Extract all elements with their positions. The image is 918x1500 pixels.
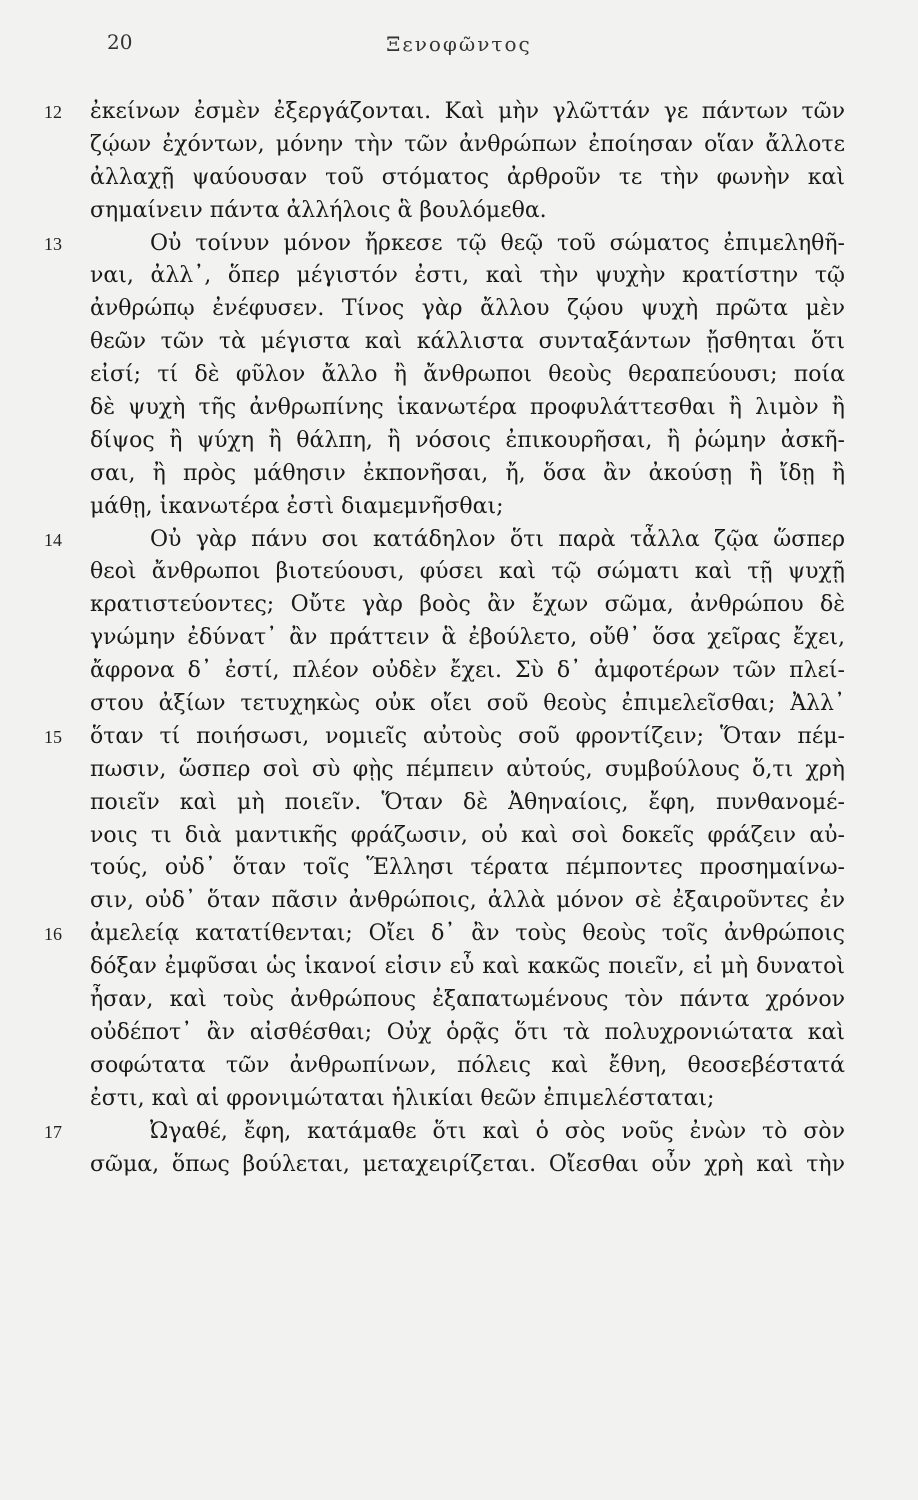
- line-text: νοις τι διὰ μαντικῆς φράζωσιν, οὐ καὶ σοὶ δοκεῖς φράζειν αὐ-: [90, 822, 845, 848]
- text-line: [0, 984, 918, 1017]
- line-text: δίψος ἢ ψύχη ἢ θάλπη, ἢ νόσοις ἐπικουρῆσαι, ἢ ῥώμην ἀσκῆ-: [90, 427, 845, 453]
- line-text: τούς, οὐδ᾽ ὅταν τοῖς Ἕλλησι τέρατα πέμποντες προσημαίνω-: [90, 855, 845, 881]
- line-text: σιν, οὐδ᾽ ὅταν πᾶσιν ἀνθρώποις, ἀλλὰ μόνον σὲ ἐξαιροῦντες ἐν: [90, 888, 845, 914]
- section-number: 17: [44, 1121, 62, 1142]
- line-text: ποιεῖν καὶ μὴ ποιεῖν. Ὅταν δὲ Ἀθηναίοις, ἔφη, πυνθανομέ-: [90, 789, 845, 815]
- line-text: μάθῃ, ἱκανωτέρα ἐστὶ διαμεμνῆσθαι;: [90, 493, 504, 519]
- running-header: [0, 30, 918, 70]
- text-line: [0, 688, 918, 721]
- text-line: [0, 754, 918, 787]
- text-line: [0, 228, 918, 261]
- section-number: 15: [44, 726, 62, 747]
- line-text: Οὐ τοίνυν μόνον ἤρκεσε τῷ θεῷ τοῦ σώματος ἐπιμεληθῆ-: [150, 230, 845, 256]
- text-line: [0, 951, 918, 984]
- text-line: [0, 96, 918, 129]
- text-line: [0, 524, 918, 557]
- text-line: [0, 425, 918, 458]
- text-line: [0, 1017, 918, 1050]
- line-text: θεοὶ ἄνθρωποι βιοτεύουσι, φύσει καὶ τῷ σώματι καὶ τῇ ψυχῇ: [90, 559, 845, 585]
- text-line: [0, 392, 918, 425]
- line-text: ἐκείνων ἐσμὲν ἐξεργάζονται. Καὶ μὴν γλῶττάν γε πάντων τῶν: [90, 99, 845, 124]
- text-line: [0, 359, 918, 392]
- text-line: [0, 622, 918, 655]
- text-line: [0, 260, 918, 293]
- text-line: [0, 852, 918, 885]
- line-text: ναι, ἀλλ᾽, ὅπερ μέγιστόν ἐστι, καὶ τὴν ψυχὴν κρατίστην τῷ: [90, 263, 845, 289]
- line-text: ἄφρονα δ᾽ ἐστί, πλέον οὐδὲν ἔχει. Σὺ δ᾽ ἀμφοτέρων τῶν πλεί-: [90, 658, 845, 684]
- section-number: 16: [44, 924, 62, 945]
- line-text: ἀνθρώπῳ ἐνέφυσεν. Τίνος γὰρ ἄλλου ζῴου ψυχὴ πρῶτα μὲν: [90, 296, 845, 322]
- line-text: οὐδέποτ᾽ ἂν αἰσθέσθαι; Οὐχ ὁρᾷς ὅτι τὰ πολυχρονιώτατα καὶ: [90, 1019, 845, 1045]
- running-title: Ξενοφῶντος: [386, 32, 532, 56]
- text-line: [0, 589, 918, 622]
- line-text: δόξαν ἐμφῦσαι ὡς ἱκανοί εἰσιν εὖ καὶ κακῶς ποιεῖν, εἰ μὴ δυνατοὶ: [90, 954, 845, 980]
- text-line: [0, 885, 918, 918]
- line-text: στου ἀξίων τετυχηκὼς οὐκ οἴει σοῦ θεοὺς ἐπιμελεῖσθαι; Ἀλλ᾽: [90, 691, 845, 717]
- text-line: [0, 326, 918, 359]
- line-text: Οὐ γὰρ πάνυ σοι κατάδηλον ὅτι παρὰ τἆλλα ζῷα ὥσπερ: [150, 526, 845, 552]
- text-line: [0, 1116, 918, 1149]
- text-line: [0, 458, 918, 491]
- section-number: 14: [44, 529, 62, 550]
- text-line: [0, 195, 918, 228]
- line-text: ὅταν τί ποιήσωσι, νομιεῖς αὐτοὺς σοῦ φροντίζειν; Ὅταν πέμ-: [90, 723, 845, 749]
- text-line: [0, 1050, 918, 1083]
- body-text: [0, 96, 918, 1181]
- line-text: θεῶν τῶν τὰ μέγιστα καὶ κάλλιστα συνταξάντων ᾔσθηται ὅτι: [90, 329, 845, 355]
- text-line: [0, 1149, 918, 1182]
- line-text: ἀμελείᾳ κατατίθενται; Οἴει δ᾽ ἂν τοὺς θεοὺς τοῖς ἀνθρώποις: [90, 921, 845, 947]
- text-line: [0, 820, 918, 853]
- line-text: πωσιν, ὥσπερ σοὶ σὺ φῂς πέμπειν αὐτούς, συμβούλους ὅ,τι χρὴ: [90, 756, 845, 782]
- text-line: [0, 918, 918, 951]
- line-text: γνώμην ἐδύνατ᾽ ἂν πράττειν ἃ ἐβούλετο, οὔθ᾽ ὅσα χεῖρας ἔχει,: [90, 625, 845, 651]
- section-number: 12: [44, 102, 62, 122]
- text-line: [0, 129, 918, 162]
- text-line: [0, 1083, 918, 1116]
- line-text: Ὠγαθέ, ἔφη, κατάμαθε ὅτι καὶ ὁ σὸς νοῦς ἐνὼν τὸ σὸν: [150, 1118, 845, 1144]
- line-text: ἐστι, καὶ αἱ φρονιμώταται ἡλικίαι θεῶν ἐπιμελέσταται;: [90, 1085, 715, 1111]
- line-text: ἦσαν, καὶ τοὺς ἀνθρώπους ἐξαπατωμένους τὸν πάντα χρόνον: [90, 987, 845, 1013]
- section-number: 13: [44, 233, 62, 254]
- text-line: [0, 787, 918, 820]
- line-text: εἰσί; τί δὲ φῦλον ἄλλο ἢ ἄνθρωποι θεοὺς θεραπεύουσι; ποία: [90, 362, 845, 388]
- line-text: ζῴων ἐχόντων, μόνην τὴν τῶν ἀνθρώπων ἐποίησαν οἵαν ἄλλοτε: [90, 131, 845, 157]
- line-text: κρατιστεύοντες; Οὔτε γὰρ βοὸς ἂν ἔχων σῶμα, ἀνθρώπου δὲ: [90, 592, 845, 618]
- page-number: 20: [107, 30, 133, 54]
- text-line: [0, 721, 918, 754]
- text-line: [0, 491, 918, 524]
- line-text: ἀλλαχῇ ψαύουσαν τοῦ στόματος ἀρθροῦν τε τὴν φωνὴν καὶ: [90, 164, 845, 190]
- text-line: [0, 655, 918, 688]
- line-text: δὲ ψυχὴ τῆς ἀνθρωπίνης ἱκανωτέρα προφυλάττεσθαι ἢ λιμὸν ἢ: [90, 395, 845, 421]
- text-line: [0, 293, 918, 326]
- text-line: [0, 556, 918, 589]
- line-text: σαι, ἢ πρὸς μάθησιν ἐκπονῆσαι, ἤ, ὅσα ἂν ἀκούσῃ ἢ ἴδῃ ἢ: [90, 460, 845, 486]
- line-text: σοφώτατα τῶν ἀνθρωπίνων, πόλεις καὶ ἔθνη, θεοσεβέστατά: [90, 1052, 845, 1078]
- line-text: σημαίνειν πάντα ἀλλήλοις ἃ βουλόμεθα.: [90, 197, 547, 223]
- line-text: σῶμα, ὅπως βούλεται, μεταχειρίζεται. Οἴεσθαι οὖν χρὴ καὶ τὴν: [90, 1151, 845, 1177]
- text-line: [0, 162, 918, 195]
